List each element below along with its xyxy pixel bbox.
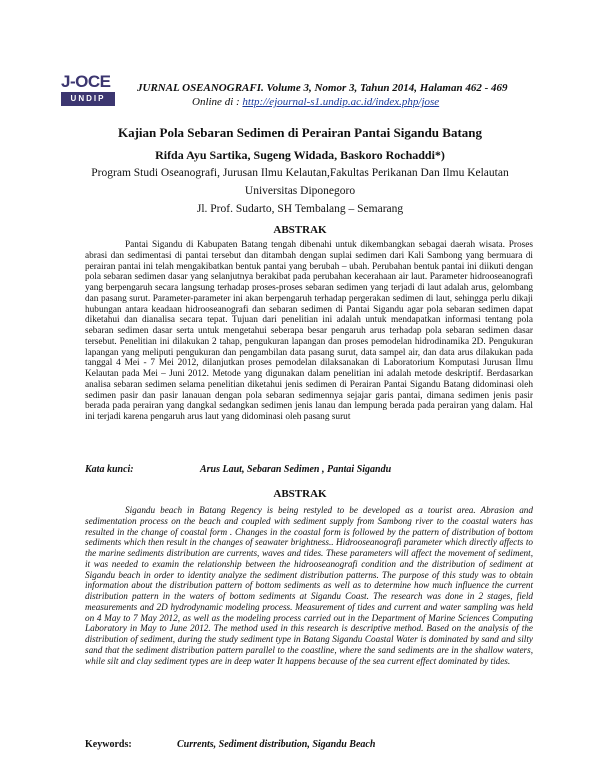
affiliation: Program Studi Oseanografi, Jurusan Ilmu Kelautan,Fakultas Perikanan Dan Ilmu Kelautan xyxy=(91,167,509,179)
authors: Rifda Ayu Sartika, Sugeng Widada, Baskoro Rochaddi*) xyxy=(155,148,445,162)
keywords-id-label: Kata kunci: xyxy=(85,464,134,475)
logo-top-text: J-OCE xyxy=(61,72,111,91)
abstract-id-heading: ABSTRAK xyxy=(273,224,327,236)
abstract-en-heading: ABSTRAK xyxy=(273,488,327,500)
keywords-en-label: Keywords: xyxy=(85,739,132,750)
paper-title: Kajian Pola Sebaran Sedimen di Perairan Pantai Sigandu Batang xyxy=(117,125,483,140)
journal-logo xyxy=(61,72,115,108)
journal-url-link[interactable]: http://ejournal-s1.undip.ac.id/index.php/jose xyxy=(242,96,440,108)
abstract-id-text: Pantai Sigandu di Kabupaten Batang tengah dibenahi untuk dikembangkan sebagai daerah wisata. Proses abrasi dan sedimentasi di pantai tersebut dan ditambah dengan suplai sedimen dari Kali Sambong yang bermuara di perairan pantai ini telah mengakibatkan bentuk pantai yang berubah – ubah. Perubahan bentuk pantai ini diikuti dengan pola sebaran sedimen dasar yang selanjutnya berakibat pada perubahan kecerahaan air laut. Parameter hidrooseanografi yang berpengaruh secara langsung terhadap proses-proses sebaran sedimen yang terjadi di laut adalah arus, gelombang dan pasang surut. Parameter-parameter ini akan berpengaruh terhadap pergerakan sedimen di laut, sehingga perlu dikaji hubungan antara keadaan hidrooseanografi dan sebaran sedimen di Pantai Sigandu agar pola sebaran sedimen dapat diketahui dan dianalisa secara tepat. Tujuan dari penelitian ini adalah untuk mendapatkan informasi tentang pola sebaran sedimen dasar serta untuk mengetahui seberapa besar pengaruh arus terhadap pola sebaran sedimen dasar tersebut. Penelitian ini dilakukan 2 tahap, pengukuran lapangan dan proses pemodelan hidrodinamika 2D. Pengukuran lapangan yang meliputi pengukuran dan pengambilan data pasang surut, data sampel air, dan data arus dilakukan pada tanggal 4 Mei - 7 Mei 2012, dilanjutkan proses pemodelan dilaksanakan di Laboratorium Komputasi Jurusan Ilmu Kelautan pada Mei – Juni 2012. Metode yang digunakan dalam penelitian ini adalah metode deskriptif. Berdasarkan analisa sebaran sedimen selama penelitian diketahui jenis sedimen di Perairan Pantai Sigandu Batang didominasi oleh sedimen pasir dan pasir lanauan dengan pola sebaran sedimennya sejajar garis pantai, dimana sedimen jenis pasir berada pada perairan yang dangkal sedangkan sedimen jenis lanau dan lempung berada pada perairan yang dalam. Hal ini terjadi karena pengaruh arus laut yang didominasi oleh pasang surut xyxy=(85,240,533,422)
journal-citation: JURNAL OSEANOGRAFI. Volume 3, Nomor 3, Tahun 2014, Halaman 462 - 469 xyxy=(137,82,508,94)
logo-bottom-text: UNDIP xyxy=(61,92,115,106)
abstract-en-text: Sigandu beach in Batang Regency is being restyled to be developed as a tourist area. Abrasion and sedimentation process on the beach and coupled with sediment supply from Sambong river to the coastal waters has resulted in the change of coastal form . Changes in the coastal form is followed by the pattern of distribution of bottom sediments which then result in the changes of seawater brightness.. Hidrooseanografi parameter which directly affects to the marine sediments distribution are currents, waves and tides. These parameters will affect the movement of sediment, it was needed to examin the relationship between the hidrooseanografi condition and the distribution of sediment at Sigandu beach in order to identity analyze the sediment distribution patterns. The purpose of this study was to obtain information about the distribution pattern of bottom sediments as well as to determine how much influence the current distribution pattern in the waters of bottom sediments at Sigandu Coast. The research was done in 2 stages, field measurements and 2D hydrodynamic modeling process. Measurement of tides and current and water sampling was held on 4 May to 7 May 2012, as well as the modeling process carried out in the Department of Marine Sciences Computing Laboratory in May to June 2012. The method used in this research is descriptive method. Based on the analysis of the distribution of sediment, during the study sediment type in Batang Sigandu Coastal Water is dominated by sand and silty sand that the sediment distribution pattern parallel to the coastline, where the sand sediments are in the shallow waters, while silt and clay sediment types are in deep water It happens because of the sea current effect dominated by tides. xyxy=(85,505,533,666)
address: Jl. Prof. Sudarto, SH Tembalang – Semarang xyxy=(196,203,404,215)
online-prefix: Online di : xyxy=(192,96,240,108)
online-line xyxy=(192,96,439,108)
keywords-en-text: Currents, Sediment distribution, Sigandu Beach xyxy=(177,739,376,750)
keywords-id-text: Arus Laut, Sebaran Sedimen , Pantai Sigandu xyxy=(200,464,392,475)
university: Universitas Diponegoro xyxy=(244,185,356,197)
